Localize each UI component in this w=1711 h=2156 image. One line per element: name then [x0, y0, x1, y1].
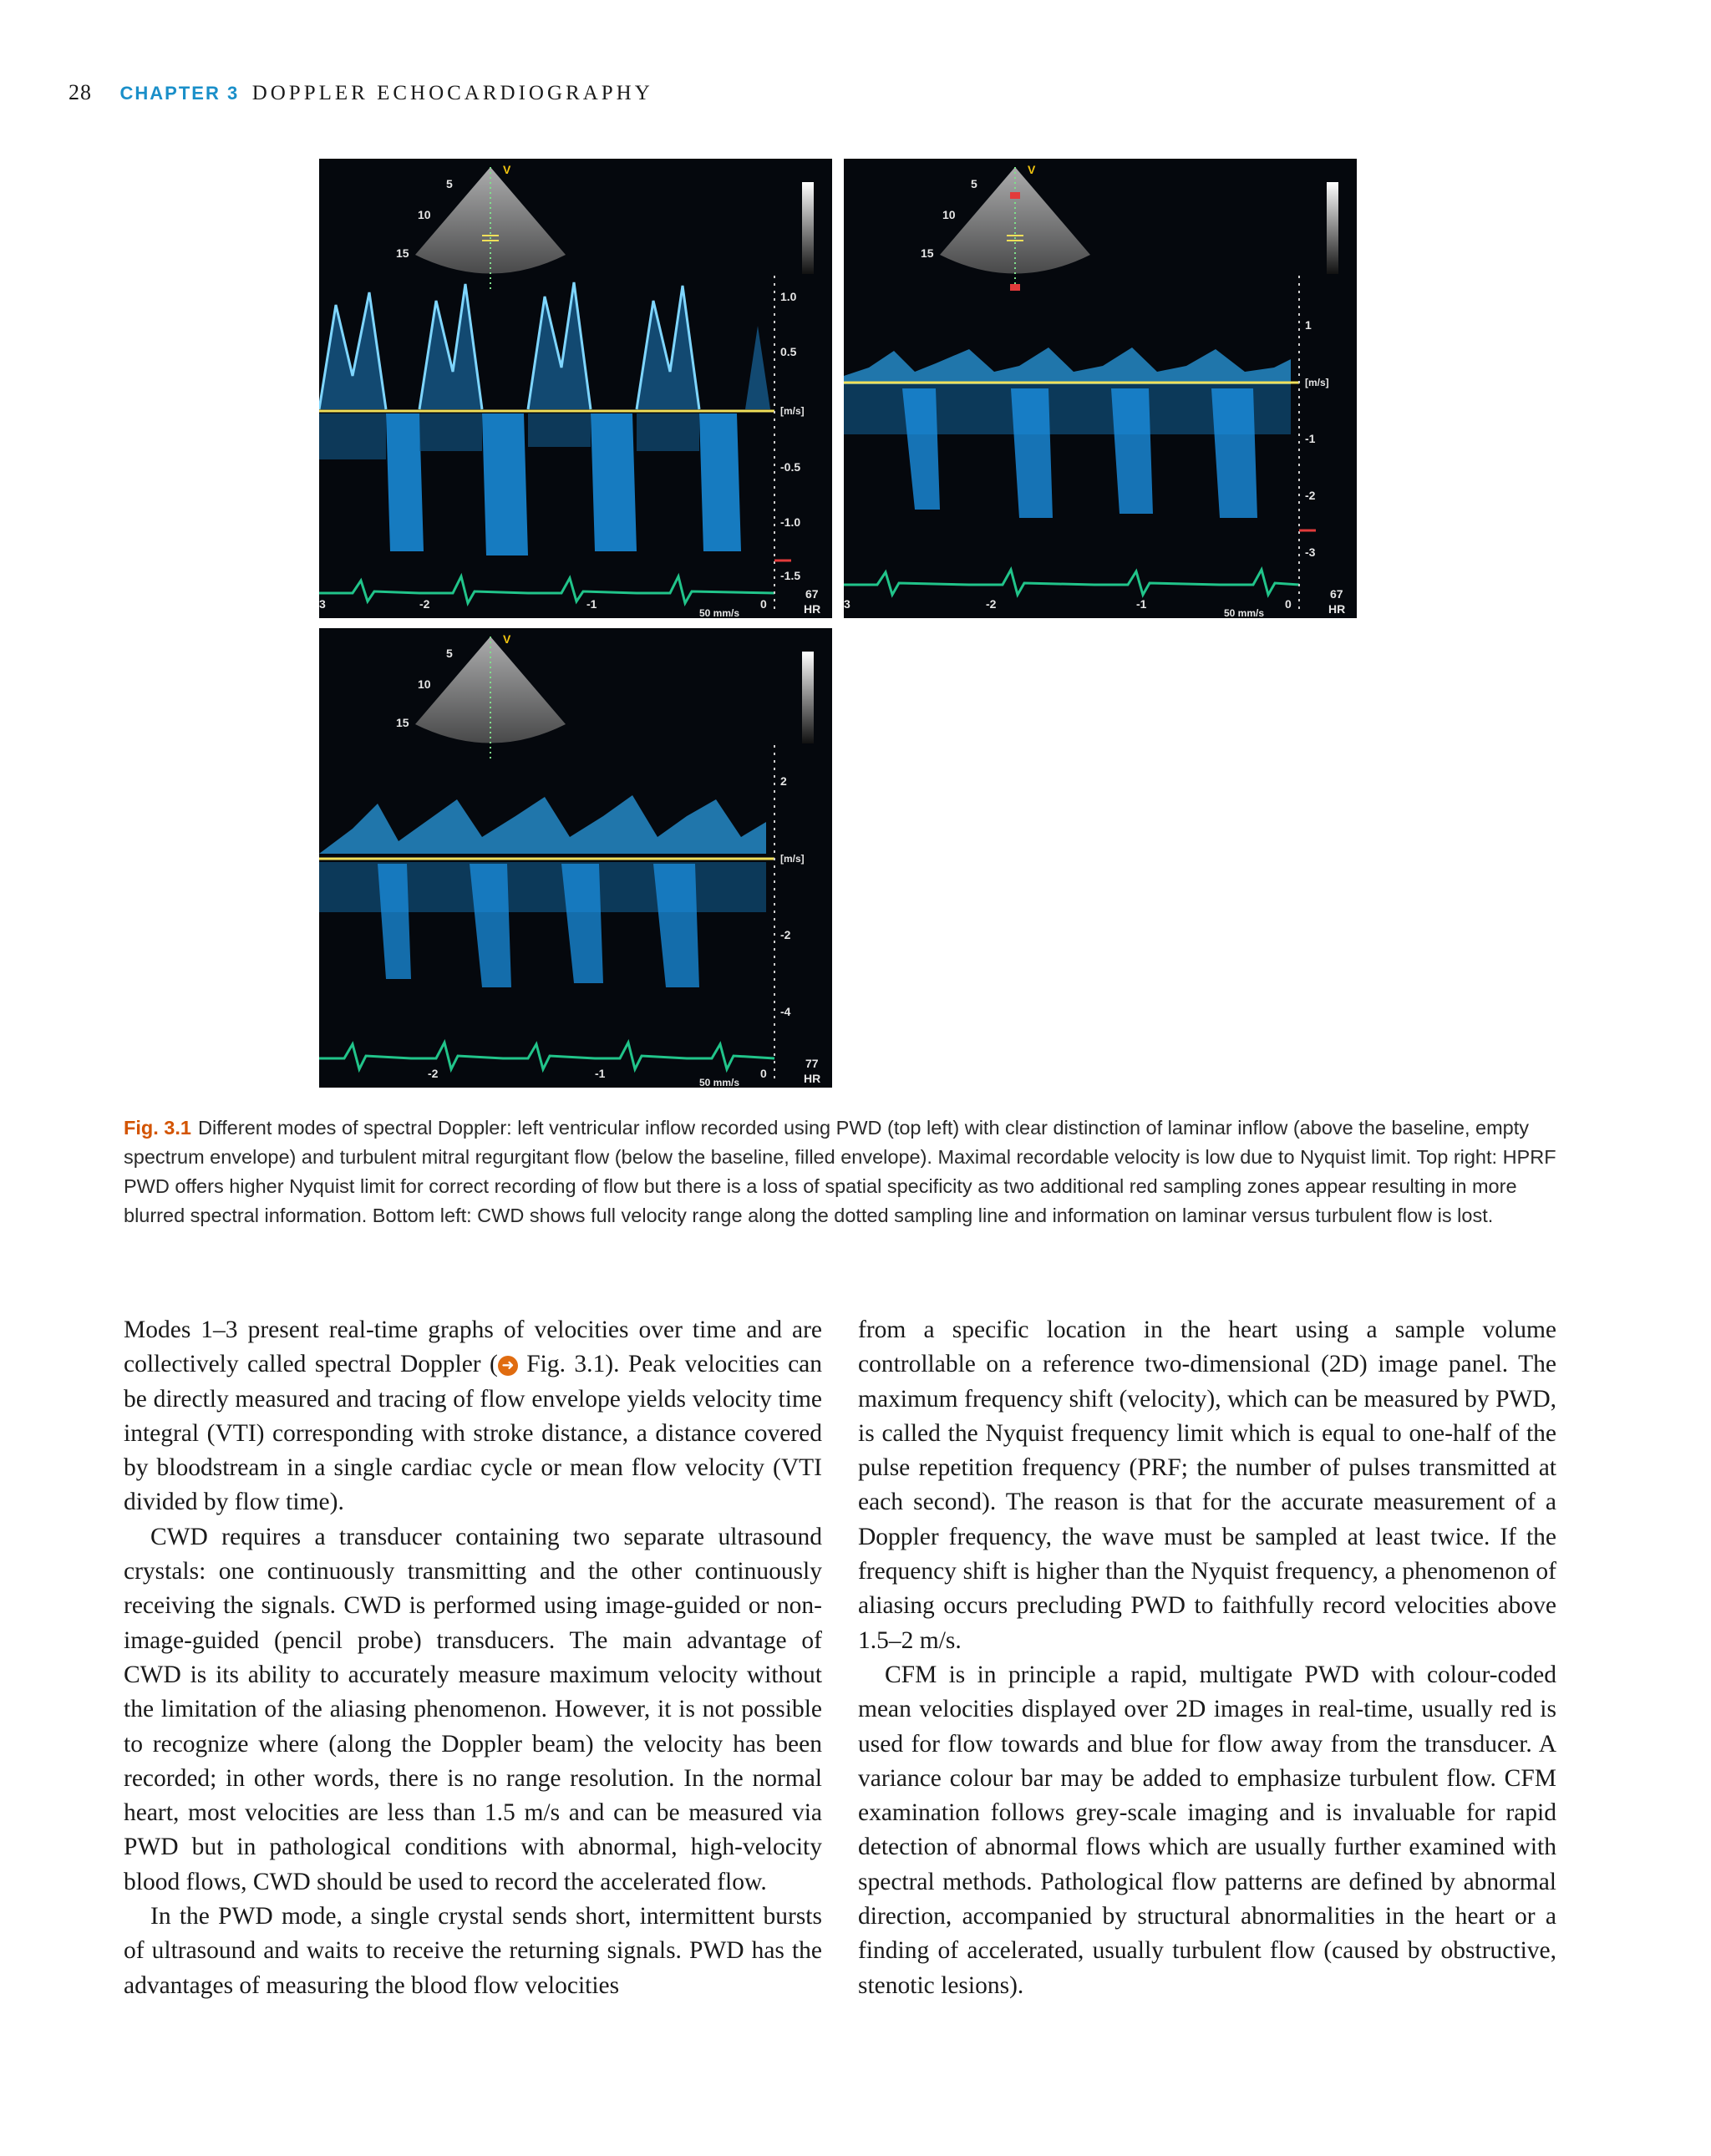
doppler-panel-pwd — [319, 159, 832, 618]
figure-reference-link[interactable]: Fig. 3.1 — [526, 1351, 606, 1378]
heart-rate-value: 67 — [805, 587, 819, 601]
velocity-tick: -4 — [780, 1005, 791, 1018]
depth-mark: 5 — [971, 177, 977, 190]
probe-label: V — [503, 632, 511, 646]
doppler-panel-cwd — [319, 628, 832, 1088]
paragraph: CWD requires a transducer containing two separate ultrasound crystals: one continuously transmitting and the other continuously receiving the signals. CWD is performed using image-guided or non-image-guided (pencil probe) transducers. The main advantage of CWD is its ability to accurately measure maximum velocity without the limitation of the aliasing phenomenon. However, it is not possible to recognize where (along the Doppler beam) the velocity has been recorded; in other words, there is no range resolution. In the normal heart, most velocities are less than 1.5 m/s and can be measured via PWD but in pathological conditions with abnormal, high-velocity blood flows, CWD should be used to record the accelerated flow. — [124, 1523, 822, 1895]
depth-mark: 10 — [418, 677, 431, 691]
velocity-unit: [m/s] — [1305, 377, 1329, 388]
velocity-tick: -2 — [780, 928, 791, 941]
greyscale-bar — [802, 652, 814, 743]
velocity-tick: 2 — [780, 774, 787, 788]
ecg-trace — [319, 1042, 774, 1069]
body-column-right — [858, 1313, 1556, 2003]
doppler-spectrum — [844, 347, 1291, 518]
probe-label: V — [503, 163, 511, 176]
time-tick: -1 — [586, 597, 597, 611]
velocity-tick: -0.5 — [780, 460, 801, 474]
paragraph: from a specific location in the heart using a sample volume controllable on a reference two-dimensional (2D) image panel. The maximum frequency shift (velocity), which can be measured by PWD, is called the Nyquist frequency limit which is equal to one-half of the pulse repetition frequency (PRF; the number of pulses transmitted at each second). The reason is that for the accurate measurement of a Doppler frequency, the wave must be sampled at least twice. If the frequency shift is higher than the Nyquist frequency, a phenomenon of aliasing occurs precluding PWD to faithfully record velocities above 1.5–2 m/s. — [858, 1316, 1556, 1654]
velocity-scale — [774, 276, 805, 610]
time-tick: 0 — [1285, 597, 1292, 611]
paragraph: CFM is in principle a rapid, multigate PWD with colour-coded mean velocities displayed over 2D images in real-time, usually red is used for flow towards and blue for flow away from the transducer. A variance colour bar may be added to emphasize turbulent flow. CFM examination follows grey-scale imaging and is invaluable for rapid detection of abnormal flows which are usually further examined with spectral methods. Pathological flow patterns are defined by abnormal direction, accompanied by structural abnormalities in the heart or a finding of accelerated, usually turbulent flow (caused by obstructive, stenotic lesions). — [858, 1661, 1556, 1999]
velocity-tick: -2 — [1305, 489, 1316, 502]
body-column-left — [124, 1313, 822, 2003]
chapter-label: CHAPTER 3 — [119, 83, 240, 104]
velocity-scale — [1299, 276, 1329, 610]
cross-reference-arrow-icon[interactable]: ➜ — [498, 1356, 518, 1376]
sample-zone-red — [1010, 284, 1020, 291]
time-tick: -2 — [419, 597, 430, 611]
velocity-tick: 0.5 — [780, 345, 797, 358]
ecg-trace — [319, 576, 774, 603]
time-tick: -2 — [986, 597, 997, 611]
echo-sector-image — [415, 167, 566, 292]
paragraph: In the PWD mode, a single crystal sends short, intermittent bursts of ultrasound and waits to receive the returning signals. PWD has the advantages of measuring the blood flow velocities — [124, 1903, 822, 1999]
ecg-trace — [844, 570, 1299, 595]
time-tick: 0 — [760, 1067, 767, 1080]
doppler-panel-hprf-pwd — [844, 159, 1357, 618]
velocity-tick: -1.0 — [780, 515, 801, 529]
doppler-spectrum — [319, 795, 766, 987]
velocity-unit: [m/s] — [780, 405, 805, 417]
greyscale-bar — [1327, 182, 1338, 274]
paragraph-text: Modes 1–3 present real-time graphs of velocities over time and are collectively called spectral Doppler ( — [124, 1316, 822, 1378]
heart-rate-label: HR — [804, 1072, 821, 1085]
velocity-tick: -1.5 — [780, 569, 801, 582]
time-tick: -1 — [595, 1067, 606, 1080]
velocity-tick: -3 — [1305, 545, 1316, 559]
depth-mark: 15 — [396, 716, 409, 729]
doppler-spectrum — [319, 282, 770, 555]
velocity-tick: -1 — [1305, 432, 1316, 445]
heart-rate-label: HR — [1328, 602, 1346, 616]
paragraph-text: ). Peak velocities can be directly measured and tracing of flow envelope yields velocity time integral (VTI) corresponding with stroke distance, a distance covered by bloodstream in a single cardiac cycle or mean flow velocity (VTI divided by flow time). — [124, 1351, 823, 1516]
edge-mark: 3 — [844, 597, 850, 611]
time-tick: -2 — [428, 1067, 439, 1080]
time-tick: -1 — [1136, 597, 1147, 611]
heart-rate-value: 77 — [805, 1057, 819, 1070]
caption-text: Different modes of spectral Doppler: left ventricular inflow recorded using PWD (top left) with clear distinction of laminar inflow (above the baseline, empty spectrum envelope) and turbulent mitral regurgitant flow (below the baseline, filled envelope). Maximal recordable velocity is low due to Nyquist limit. Top right: HPRF PWD offers higher Nyquist limit for correct recording of flow but there is a loss of spatial specificity as two additional red sampling zones appear resulting in more blurred spectral information. Bottom left: CWD shows full velocity range along the dotted sampling line and information on laminar versus turbulent flow is lost. — [124, 1117, 1556, 1226]
depth-mark: 10 — [942, 208, 956, 221]
paragraph — [124, 1313, 822, 1520]
depth-mark: 15 — [396, 246, 409, 260]
sweep-speed: 50 mm/s — [699, 1077, 740, 1088]
page-number: 28 — [69, 80, 92, 104]
greyscale-bar — [802, 182, 814, 274]
velocity-tick: 1 — [1305, 318, 1312, 332]
depth-mark: 10 — [418, 208, 431, 221]
velocity-tick: 1.0 — [780, 290, 797, 303]
figure-label: Fig. 3.1 — [124, 1117, 191, 1139]
sweep-speed: 50 mm/s — [1224, 607, 1265, 618]
depth-mark: 15 — [921, 246, 934, 260]
sweep-speed: 50 mm/s — [699, 607, 740, 618]
chapter-title: DOPPLER ECHOCARDIOGRAPHY — [251, 82, 653, 104]
figure-caption — [124, 1114, 1561, 1230]
edge-mark: 3 — [319, 597, 326, 611]
heart-rate-label: HR — [804, 602, 821, 616]
echo-sector-image — [415, 637, 566, 762]
depth-mark: 5 — [446, 647, 453, 660]
running-head — [69, 80, 653, 105]
echo-sector-image — [940, 167, 1090, 292]
depth-mark: 5 — [446, 177, 453, 190]
velocity-unit: [m/s] — [780, 853, 805, 865]
sample-zone-red — [1010, 192, 1020, 199]
velocity-scale — [774, 745, 805, 1079]
heart-rate-value: 67 — [1330, 587, 1343, 601]
probe-label: V — [1028, 163, 1036, 176]
time-tick: 0 — [760, 597, 767, 611]
